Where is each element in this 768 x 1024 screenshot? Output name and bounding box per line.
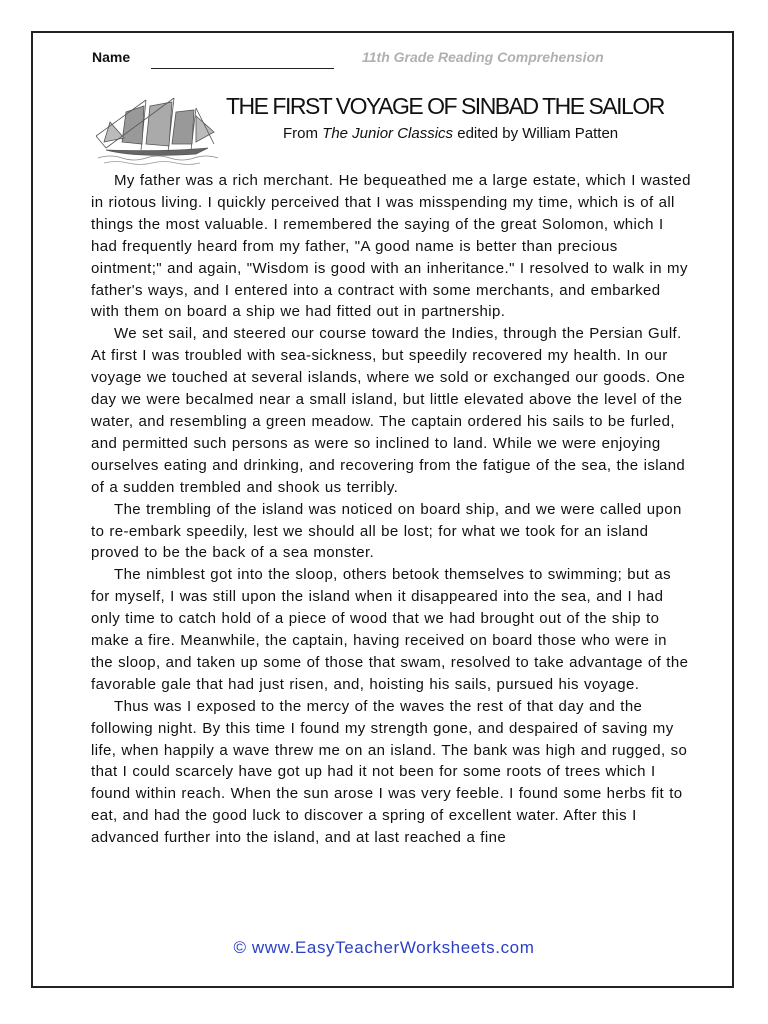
source-suffix: edited by William Patten: [453, 125, 619, 142]
website-link[interactable]: © www.EasyTeacherWorksheets.com: [233, 938, 535, 957]
reading-passage: [91, 170, 691, 849]
paragraph: Thus was I exposed to the mercy of the waves the rest of that day and the following night. By this time I found my strength gone, and despaired of saving my life, when happily a wave threw me on an island. The bank was high and rugged, so that I could scarcely have got up had it not been for some roots of trees which I found within reach. When the sun arose I was very feeble. I found some herbs fit to eat, and had the good luck to discover a spring of excellent water. After this I advanced further into the island, and at last reached a fine: [91, 697, 688, 847]
source-line: [283, 125, 618, 142]
grade-label: 11th Grade Reading Comprehension: [362, 49, 604, 65]
paragraph: The nimblest got into the sloop, others betook themselves to swimming; but as for myself, I was still upon the island when it disappeared into the sea, and I had only time to catch hold of a piece of wood that we had brought out of the ship to make a fire. Meanwhile, the captain, having received on board those who were in the sloop, and taken up some of those that swam, resolved to take advantage of the favorable gale that had just risen, and, hoisting his sails, pursued his voyage.: [91, 566, 689, 693]
paragraph: We set sail, and steered our course toward the Indies, through the Persian Gulf. At first I was troubled with sea-sickness, but speedily recovered my health. In our voyage we touched at several islands, where we sold or exchanged our goods. One day we were becalmed near a small island, but little elevated above the level of the water, and resembling a green meadow. The captain ordered his sails to be furled, and permitted such persons as were so inclined to land. While we were enjoying ourselves eating and drinking, and recovering from the fatigue of the sea, the island of a sudden trembled and shook us terribly.: [91, 325, 686, 496]
name-label: Name: [92, 49, 131, 65]
paragraph: The trembling of the island was noticed on board ship, and we were called upon to re-embark speedily, lest we should all be lost; for what we took for an island proved to be the back of a sea monster.: [91, 500, 682, 562]
source-prefix: From: [283, 125, 323, 142]
source-book-title: The Junior Classics: [322, 125, 454, 142]
page-title: THE FIRST VOYAGE OF SINBAD THE SAILOR: [226, 93, 664, 119]
paragraph: My father was a rich merchant. He bequeathed me a large estate, which I wasted in riotous living. I quickly perceived that I was misspending my time, which is of all things the most valuable. I remembered the saying of the great Solomon, which I had frequently heard from my father, "A good name is better than precious ointment;" and again, "Wisdom is good with an inheritance." I resolved to walk in my father's ways, and I entered into a contract with some merchants, and embarked with them on board a ship we had fitted out in partnership.: [91, 172, 691, 321]
name-blank-line: [151, 68, 334, 69]
sailing-ship-illustration: [96, 92, 236, 168]
